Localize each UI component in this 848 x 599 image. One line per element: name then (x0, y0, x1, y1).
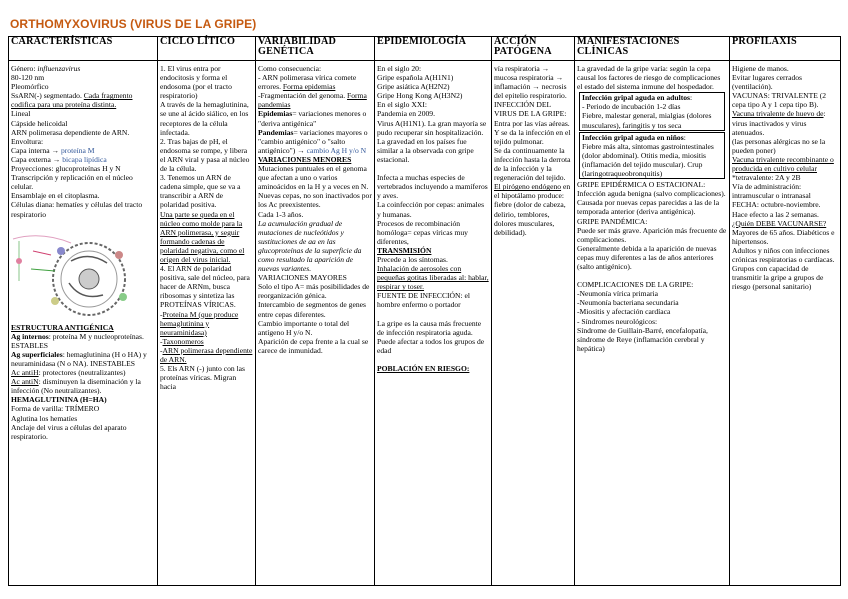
summary-table (8, 36, 841, 586)
header-ciclo-litico: CICLO LÍTICO (158, 37, 256, 61)
cell-variabilidad (256, 61, 375, 586)
header-row (9, 37, 841, 61)
cell-accion-patogena (492, 61, 575, 586)
profilaxis-text: Higiene de manos. Evitar lugares cerrados (ventilación). VACUNAS: TRIVALENTE (2 cepa tipo A y 1 cepa tipo B). Vacuna trivalente de huevo de: virus inactivados y virus atenuados. (las personas alérgicas no se la pueden poner) Vacuna trivalente recombinante o producida en cultivo celular *tetravalente: 2A y 2B Vía de administración: intramuscular o intranasal FECHA: octubre-noviembre. Hace efecto a las 2 semanas. ¿Quién DEBE VACUNARSE? Mayores de 65 años. Diabéticos e hipertensos. Adultos y niños con infecciones crónicas respiratorias o cardíacas. Grupos con capacidad de transmitir la gripe a grupos de riesgo (personal sanitario) (732, 64, 835, 292)
virus-diagram-icon (11, 221, 151, 321)
accion-patogena-text: vía respiratoria → mucosa respiratoria → inflamación → necrosis del epitelio respiratorio. INFECCIÓN DEL VIRUS DE LA GRIPE: Entra por las vías aéreas. Y se da la infección en el tejido pulmonar. Se da continuamente la infección hasta la derrota de la infección y la regeneración del tejido. El pirógeno endógeno en el hipotálamo produce: fiebre (dolor de cabeza, delirio, temblores, dolores musculares, debilidad). (494, 64, 571, 237)
estructura-text: ESTRUCTURA ANTIGÉNICA Ag internos: proteína M y nucleoproteínas. ESTABLES Ag superficiales: hemaglutinina (H o HA) y neuraminidasa (N o NA). INESTABLES Ac antiH: protectores (neutralizantes) Ac antiN: disminuyen la diseminación y la infección (No neutralizantes). HEMAGLUTININA (H=HA) Forma de varilla: TRÍMERO Aglutina los hematíes Anclaje del virus a células del aparato respiratorio. (11, 322, 147, 441)
cell-profilaxis (730, 61, 841, 586)
header-profilaxis: PROFILAXIS (730, 37, 841, 61)
ninos-box: Infección gripal aguda en niños: Fiebre más alta, síntomas gastrointestinales (dolor abdominal). Otitis media, miositis (inflamación del tejido muscular). Crup (laringotraqueobronquitis) (579, 132, 725, 179)
cell-epidemiologia (375, 61, 492, 586)
header-variabilidad: VARIABILIDAD GENÉTICA (256, 37, 375, 61)
adultos-box: Infección gripal aguda en adultos: - Periodo de incubación 1-2 días Fiebre, malestar general, mialgias (dolores musculares), faringitis y tos seca (579, 92, 725, 130)
ciclo-litico-text: 1. El virus entra por endocitosis y forma el endosoma (por el tracto respiratorio) A través de la hemaglutinina, se une al ácido siálico, en los receptores de la célula infectada. 2. Tras bajas de pH, el endosoma se rompe, y libera el ARN viral y pasa al núcleo de la célula. 3. Tenemos un ARN de cadena simple, que se va a transcribir a ARN de polaridad positiva. Una parte se queda en el núcleo como molde para la ARN polimerasa, y seguir formando cadenas de polaridad negativa, como el origen del virus inicial. 4. El ARN de polaridad positiva, sale del núcleo, para hacer de ARNm, busca ribosomas y sintetiza las PROTEÍNAS VÍRICAS. -Proteína M (que produce hemaglutinina y neuraminidasa) -Taxonomeros -ARN polimerasa dependiente de ARN. 5. Els ARN (-) junto con las proteínas víricas. Migran hacia (160, 64, 253, 392)
content-row (9, 61, 841, 586)
epidemiologia-text: En el siglo 20: Gripe española A(H1N1) Gripe asiática A(H2N2) Gripe Hong Kong A(H3N2) En el siglo XXI: Pandemia en 2009. Virus A(H1N1). La gran mayoría se pudo recuperar sin hospitalización. La gravedad en los países fue similar a la observada con gripe estacional. Infecta a muchas especies de vertebrados incluyendo a mamíferos y aves. La coinfección por cepas: animales y humanas. Procesos de recombinación homóloga= cepas víricas muy diferentes, TRANSMISIÓN Precede a los síntomas. Inhalación de aerosoles con pequeñas gotitas liberadas al: hablar, respirar y toser. FUENTE DE INFECCIÓN: el hombre enfermo o portador La gripe es la causa más frecuente de infección respiratoria aguda. Puede afectar a todos los grupos de edad POBLACIÓN EN RIESGO: (377, 64, 489, 374)
manifestaciones-intro: La gravedad de la gripe varía: según la cepa causal los factores de riesgo de complicaciones el estado del sistema inmune del hospedador. (577, 64, 721, 92)
caracteristicas-text: Género: influenzavirus 80-120 nm Pleomórfico SsARN(-) segmentado. Cada fragmento codifica para una proteína distinta. Lineal Cápside helicoidal ARN polimerasa dependiente de ARN. Envoltura: Capa interna → proteína M Capa externa → bicapa lipídica Proyecciones: glucoproteínas H y N Transcripción y replicación en el núcleo celular. Ensamblaje en el citoplasma. Células diana: hematíes y células del tracto respiratorio (11, 64, 143, 219)
virus-cycle-diagram (11, 221, 155, 321)
cell-caracteristicas (9, 61, 158, 586)
header-manifestaciones: MANIFESTACIONES CLÍNICAS (575, 37, 730, 61)
header-epidemiologia: EPIDEMIOLOGÍA (375, 37, 492, 61)
header-caracteristicas: CARACTERÍSTICAS (9, 37, 158, 61)
page-title: ORTHOMYXOVIRUS (VIRUS DE LA GRIPE) (10, 17, 257, 31)
cell-ciclo-litico (158, 61, 256, 586)
cell-manifestaciones (575, 61, 730, 586)
header-accion-patogena: ACCIÓN PATÓGENA (492, 37, 575, 61)
variabilidad-text: Como consecuencia: - ARN polimerasa vírica comete errores. Forma epidemias -Fragmentación del genoma. Forma pandemias Epidemias= variaciones menores o "deriva antigénica" Pandemias= variaciones mayores o "cambio antigénico" o "salto antigénico") → cambio Ag H y/o N VARIACIONES MENORES Mutaciones puntuales en el genoma que afectan a uno o varios aminoácidos en la H y a veces en N. Nuevas cepas, no son inactivados por los Ac preexistentes. Cada 1-3 años. La acumulación gradual de mutaciones de nucleótidos y sustituciones de aa en las glucoproteínas de la superficie da como resultado la aparición de nuevas variantes. VARIACIONES MAYORES Solo el tipo A= más posibilidades de reorganización génica. Intercambio de segmentos de genes entre cepas diferentes. Cambio importante o total del antígeno H y/o N. Aparición de cepa frente a la cual se carece de inmunidad. (258, 64, 372, 355)
manifestaciones-text: GRIPE EPIDÉRMICA O ESTACIONAL: Infección aguda benigna (salvo complicaciones). Causada por nuevas cepas parecidas a las de la temporada anterior (deriva antigénica). GRIPE PANDÉMICA: Puede ser más grave. Aparición más frecuente de complicaciones. Generalmente debida a la aparición de nuevas cepas muy diferentes a las de años anteriores (salto antigénico). COMPLICACIONES DE LA GRIPE: -Neumonía vírica primaria -Neumonía bacteriana secundaria -Miositis y afectación cardíaca - Síndromes neurológicos: Síndrome de Guillain-Barré, encefalopatía, síndrome de Reye (inflamación cerebral y hepática) (577, 180, 727, 353)
